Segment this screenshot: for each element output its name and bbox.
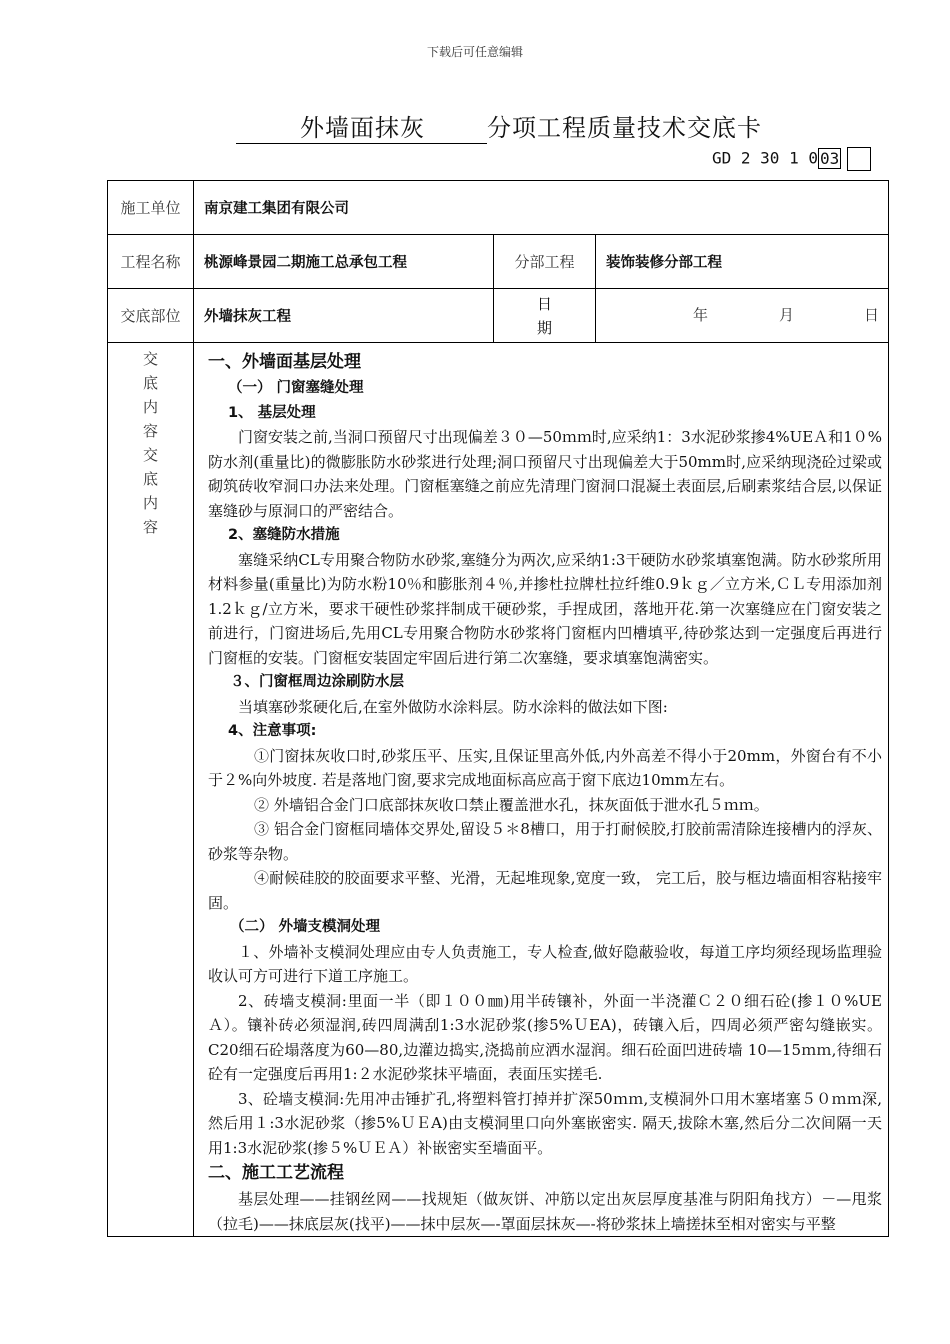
content-paragraph: 基层处理——挂钢丝网——找规矩（做灰饼、冲筋以定出灰层厚度基准与阴阳角找方）－—甩浆（拉毛)——抹底层灰(找平)——抹中层灰—-罩面层抹灰—-将砂浆抹上墙搓抹至相对密实与平整: [208, 1190, 882, 1233]
content-paragraph: １、外墙补支模洞处理应由专人负责施工，专人检查,做好隐蔽验收，每道工序均须经现场监理验收认可方可进行下道工序施工。: [208, 942, 882, 985]
content-label-char: 容: [142, 518, 158, 536]
code-checkbox[interactable]: [847, 147, 871, 171]
year-label: 年: [693, 306, 709, 324]
title-suffix: 分项工程质量技术交底卡: [487, 114, 762, 142]
subsection-heading: 4、注意事项:: [228, 723, 317, 739]
subsection-heading: ３、门窗框周边涂刷防水层: [230, 674, 404, 690]
content-label-char: 底: [142, 374, 158, 392]
title-subject: 外墙面抹灰: [236, 108, 439, 144]
subsection-heading: （一） 门窗塞缝处理: [228, 380, 364, 396]
subsection-heading: 1、 基层处理: [228, 404, 316, 421]
disclosure-card: [107, 180, 889, 1237]
subsection-heading: （二） 外墙支模洞处理: [230, 919, 381, 935]
content-label-char: 底: [142, 470, 158, 488]
code-boxed: 03: [819, 148, 840, 168]
content-paragraph: ③ 铝合金门窗框同墙体交界处,留设５＊8槽口，用于打耐候胶,打胶前需清除连接槽内的浮灰、砂浆等杂物。: [208, 820, 882, 863]
project-label: 工程名称: [108, 235, 194, 289]
content-paragraph: ② 外墙铝合金门口底部抹灰收口禁止覆盖泄水孔，抹灰面低于泄水孔５ｍｍ。: [254, 795, 769, 814]
day-label: 日: [864, 306, 880, 324]
document-code: [712, 147, 871, 171]
content-label-char: 交: [142, 350, 158, 368]
content-label-char: 内: [142, 494, 158, 512]
month-label: 月: [779, 306, 795, 324]
content-paragraph: 塞缝采纳CL专用聚合物防水砂浆,塞缝分为两次,应采纳1:3干硬防水砂浆填塞饱满。防水砂浆所用材料参量(重量比)为防水粉10％和膨胀剂４％,并掺杜拉牌杜拉纤维0.9ｋｇ／立方米,ＣＬ专用添加剂1.2ｋｇ/立方米，要求干硬性砂浆拌制成干硬砂浆，手捏成团，落地开花.第一次塞缝应在门窗安装之前进行，门窗进场后,先用CL专用聚合物防水砂浆将门窗框内凹槽填平,待砂浆达到一定强度后再进行门窗框的安装。门窗框安装固定牢固后进行第二次塞缝，要求填塞饱满密实。: [208, 550, 882, 667]
content-paragraph: 当填塞砂浆硬化后,在室外做防水涂料层。防水涂料的做法如下图:: [238, 697, 668, 716]
header-note: 下载后可任意编辑: [426, 45, 523, 59]
content-paragraph: 3、砼墙支模洞:先用冲击锤扩孔,将塑料管打掉并扩深50ｍｍ,支模洞外口用木塞堵塞５０ｍｍ深,然后用１:3水泥砂浆（掺5%ＵＥA)由支模洞里口向外塞嵌密实. 隔天,拔除木塞,然后分二次间隔一天用1:3水泥砂浆(掺５%ＵＥＡ）补嵌密实至墙面平。: [208, 1089, 882, 1157]
subsection-heading: 2、塞缝防水措施: [228, 527, 340, 543]
project-value: 桃源峰景园二期施工总承包工程: [194, 235, 494, 289]
section-heading: 一、外墙面基层处理: [208, 352, 361, 372]
division-label: 分部工程: [494, 235, 596, 289]
title-underline: [439, 117, 487, 144]
code-prefix: GD 2 30 1 0: [712, 148, 818, 168]
content-label: [108, 343, 194, 1237]
date-value: [596, 289, 889, 343]
section-heading: 二、施工工艺流程: [208, 1163, 344, 1183]
content-label-char: 容: [142, 422, 158, 440]
content-paragraph: 2、砖墙支模洞:里面一半（即１００㎜)用半砖镶补，外面一半浇灌Ｃ２０细石砼(掺１０%UEＡ）。镶补砖必须湿润,砖四周满刮1:3水泥砂浆(掺5%ＵEA)，砖镶入后，四周必须严密勾缝嵌实。C20细石砼塌落度为60—80,边灌边捣实,浇捣前应洒水湿润。细石砼面凹进砖墙 10—15ｍｍ,待细石砼有一定强度后再用1:２水泥砂浆抹平墙面，表面压实搓毛.: [208, 991, 882, 1083]
location-label: 交底部位: [108, 289, 194, 343]
division-value: 装饰装修分部工程: [596, 235, 889, 289]
date-label: 日 期: [494, 289, 596, 343]
content-body: [194, 343, 889, 1237]
content-paragraph: ①门窗抹灰收口时,砂浆压平、压实,且保证里高外低,内外高差不得小于20mm，外窗台有不小于２%向外坡度. 若是落地门窗,要求完成地面标高应高于窗下底边10mm左右。: [208, 746, 882, 789]
content-paragraph: 门窗安装之前,当洞口预留尺寸出现偏差３０—50ｍｍ时,应采纳1：3水泥砂浆掺4%UEＡ和1０%防水剂(重量比)的微膨胀防水砂浆进行处理;洞口预留尺寸出现偏差大于50mm时,应采纳现浇砼过梁或砌筑砖收窄洞口办法来处理。门窗框塞缝之前应先清理门窗洞口混凝土表面层,后刷素浆结合层,以保证塞缝砂与原洞口的严密结合。: [208, 428, 882, 520]
unit-label: 施工单位: [108, 181, 194, 235]
content-label-char: 交: [142, 446, 158, 464]
unit-value: 南京建工集团有限公司: [194, 181, 889, 235]
location-value: 外墙抹灰工程: [194, 289, 494, 343]
page-title: [236, 108, 762, 144]
content-label-char: 内: [142, 398, 158, 416]
content-paragraph: ④耐候硅胶的胶面要求平整、光滑，无起堆现象,宽度一致， 完工后，胶与框边墙面相容粘接牢固。: [208, 869, 882, 912]
